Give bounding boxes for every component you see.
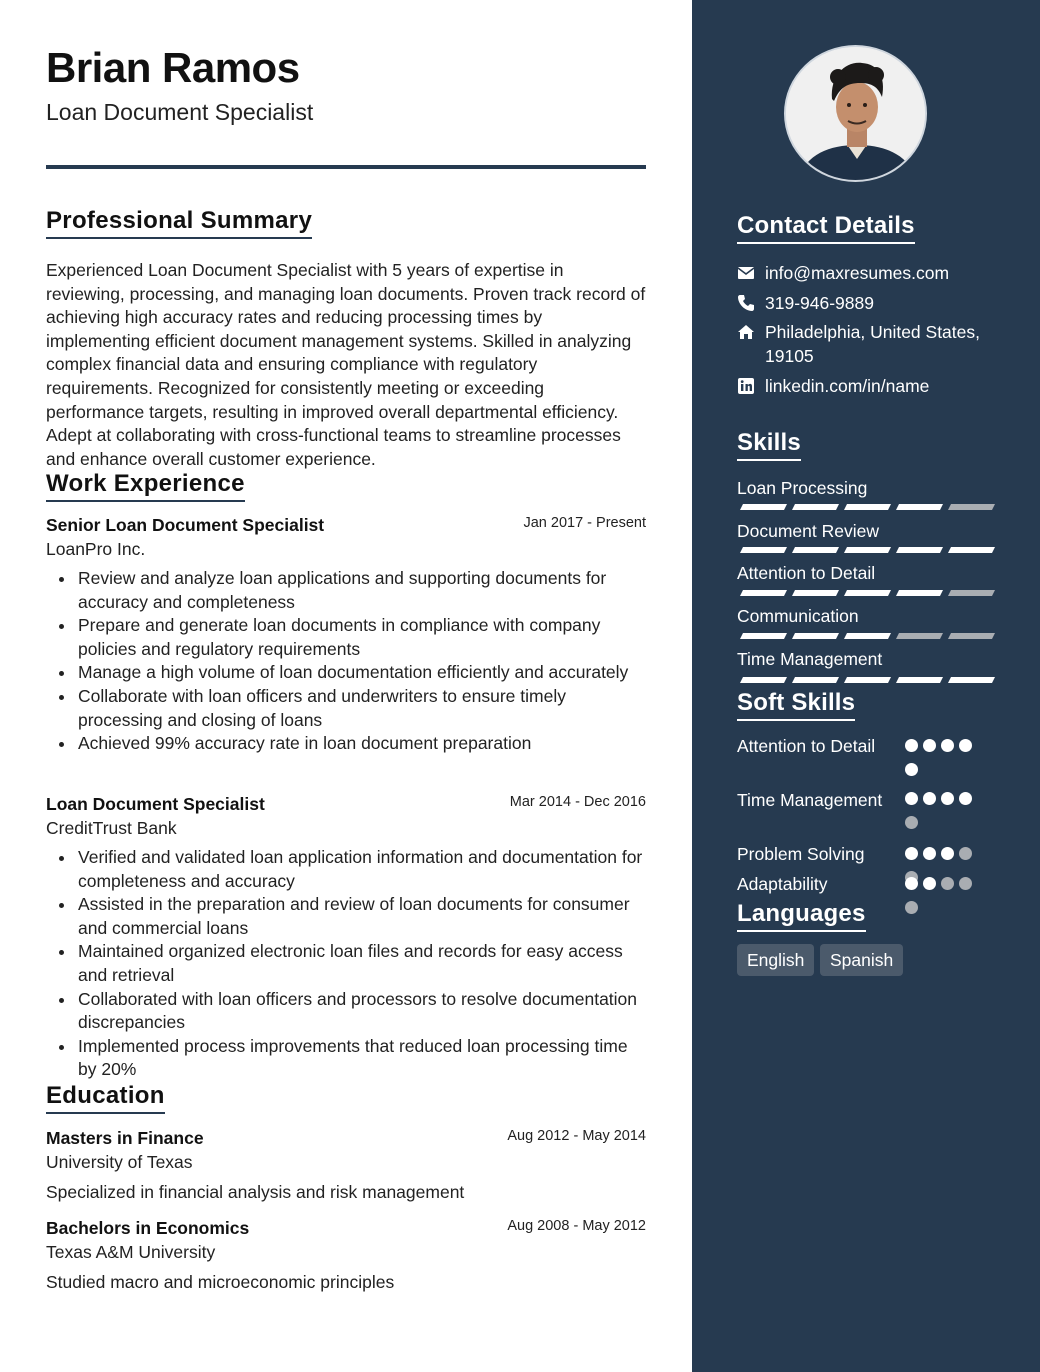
skill-segment xyxy=(792,677,839,683)
soft-skill-dot xyxy=(905,816,918,829)
soft-skill-name: Attention to Detail xyxy=(737,736,876,756)
skill-segment xyxy=(948,590,995,596)
soft-skill-dot xyxy=(959,739,972,752)
skill-level-bar xyxy=(737,503,995,512)
language-chip: English xyxy=(737,944,814,976)
linkedin-icon xyxy=(737,377,755,395)
soft-skill-dot xyxy=(905,739,918,752)
soft-skill-dot xyxy=(905,792,918,805)
skill-segment xyxy=(844,547,891,553)
skill-segment xyxy=(896,547,943,553)
skill-segment xyxy=(896,504,943,510)
envelope-icon xyxy=(737,264,755,282)
profile-photo xyxy=(784,45,927,182)
skill-name: Loan Processing xyxy=(737,478,868,498)
section-title-experience: Work Experience xyxy=(46,470,245,502)
phone-text: 319-946-9889 xyxy=(765,293,874,313)
skill-segment xyxy=(844,590,891,596)
section-title-soft-skills: Soft Skills xyxy=(737,689,855,721)
section-title-education: Education xyxy=(46,1082,165,1114)
sidebar xyxy=(692,0,1040,1372)
school-2: Texas A&M University xyxy=(46,1242,216,1262)
home-icon xyxy=(737,323,755,341)
skill-segment xyxy=(844,504,891,510)
list-item: Maintained organized electronic loan files and records for easy access and retrieval xyxy=(46,940,646,987)
list-item: Implemented process improvements that reduced loan processing time by 20% xyxy=(46,1035,646,1082)
soft-skill-dot xyxy=(959,792,972,805)
skill-segment xyxy=(844,633,891,639)
job-bullets-2 xyxy=(46,846,646,1082)
list-item: Assisted in the preparation and review of loan documents for consumer and commercial loans xyxy=(46,893,646,940)
skill-level-bar xyxy=(737,589,995,598)
job-company-2: CreditTrust Bank xyxy=(46,818,177,838)
soft-skill-dot xyxy=(923,739,936,752)
avatar-icon xyxy=(786,47,927,182)
skill-level-bar xyxy=(737,546,995,555)
skill-segment xyxy=(896,590,943,596)
skill-segment xyxy=(896,677,943,683)
skill-segment xyxy=(896,633,943,639)
skill-segment xyxy=(740,633,787,639)
edu-dates-2: Aug 2008 - May 2012 xyxy=(507,1218,646,1234)
edu-description-2: Studied macro and microeconomic principles xyxy=(46,1272,395,1292)
skill-name: Communication xyxy=(737,606,859,626)
soft-skill-dot xyxy=(923,877,936,890)
job-company-1: LoanPro Inc. xyxy=(46,539,146,559)
summary-text: Experienced Loan Document Specialist with 5 years of expertise in reviewing, processing, and managing loan documents. Proven track record of achieving high accuracy rates and reducing processing times by implementing efficient document management systems. Skilled in analyzing complex financial data and ensuring compliance with regulatory requirements. Recognized for consistently meeting or exceeding performance targets, resulting in improved overall departmental efficiency. Adept at collaborating with cross-functional teams to streamline processes and enhance overall customer experience. xyxy=(46,260,646,469)
skill-segment xyxy=(740,547,787,553)
soft-skill-dot xyxy=(941,877,954,890)
skill-segment xyxy=(948,547,995,553)
edu-dates-1: Aug 2012 - May 2014 xyxy=(507,1128,646,1144)
list-item: Collaborate with loan officers and underwriters to ensure timely processing and closing of loans xyxy=(46,685,646,732)
contact-location xyxy=(737,321,1027,368)
list-item: Verified and validated loan application information and documentation for completeness and accuracy xyxy=(46,846,646,893)
soft-skill-name: Adaptability xyxy=(737,874,828,894)
linkedin-text: linkedin.com/in/name xyxy=(765,376,930,396)
degree-2: Bachelors in Economics xyxy=(46,1218,250,1238)
location-text: Philadelphia, United States, 19105 xyxy=(765,322,980,366)
skill-name: Document Review xyxy=(737,521,879,541)
section-title-contact: Contact Details xyxy=(737,212,915,244)
soft-skill-name: Time Management xyxy=(737,790,883,810)
education-entry xyxy=(46,1128,646,1204)
soft-skill-dot xyxy=(923,792,936,805)
soft-skill-dot xyxy=(905,847,918,860)
job-dates-2: Mar 2014 - Dec 2016 xyxy=(509,794,646,810)
soft-skill-dot xyxy=(941,847,954,860)
job-title-1: Senior Loan Document Specialist xyxy=(46,515,325,535)
header-divider xyxy=(46,165,646,169)
email-text: info@maxresumes.com xyxy=(765,263,950,283)
section-title-summary: Professional Summary xyxy=(46,207,312,239)
job-title: Loan Document Specialist xyxy=(46,99,314,125)
skill-segment xyxy=(740,504,787,510)
list-item: Collaborated with loan officers and processors to resolve documentation discrepancies xyxy=(46,988,646,1035)
edu-description-1: Specialized in financial analysis and risk management xyxy=(46,1182,465,1202)
list-item: Manage a high volume of loan documentation efficiently and accurately xyxy=(46,661,646,685)
skill-segment xyxy=(740,677,787,683)
soft-skill-dot xyxy=(941,792,954,805)
soft-skill-dot xyxy=(959,877,972,890)
list-item: Prepare and generate loan documents in compliance with company policies and regulatory requirements xyxy=(46,614,646,661)
language-chip: Spanish xyxy=(820,944,903,976)
skill-segment xyxy=(792,547,839,553)
soft-skill-dot xyxy=(905,877,918,890)
skill-segment xyxy=(740,590,787,596)
skill-segment xyxy=(844,677,891,683)
skill-segment xyxy=(948,677,995,683)
soft-skill-dot xyxy=(959,847,972,860)
education-entry xyxy=(46,1218,646,1294)
skill-name: Time Management xyxy=(737,649,883,669)
section-title-skills: Skills xyxy=(737,429,801,461)
contact-email[interactable] xyxy=(737,262,1027,286)
soft-skill-dot xyxy=(923,847,936,860)
skill-segment xyxy=(948,504,995,510)
job-entry xyxy=(46,794,646,1082)
skill-segment xyxy=(792,633,839,639)
job-title-2: Loan Document Specialist xyxy=(46,794,265,814)
job-dates-1: Jan 2017 - Present xyxy=(523,515,646,531)
skill-segment xyxy=(792,590,839,596)
candidate-name: Brian Ramos xyxy=(46,44,300,91)
soft-skill-name: Problem Solving xyxy=(737,844,865,864)
contact-linkedin[interactable] xyxy=(737,375,1027,399)
list-item: Review and analyze loan applications and supporting documents for accuracy and completeness xyxy=(46,567,646,614)
contact-phone[interactable] xyxy=(737,292,1027,316)
job-entry xyxy=(46,515,646,756)
degree-1: Masters in Finance xyxy=(46,1128,204,1148)
skill-level-bar xyxy=(737,632,995,641)
skill-segment xyxy=(792,504,839,510)
school-1: University of Texas xyxy=(46,1152,193,1172)
skill-level-bar xyxy=(737,676,995,685)
skill-segment xyxy=(948,633,995,639)
section-title-languages: Languages xyxy=(737,900,866,932)
soft-skill-dot xyxy=(905,901,918,914)
phone-icon xyxy=(737,294,755,312)
skill-name: Attention to Detail xyxy=(737,563,876,583)
soft-skill-dot xyxy=(905,763,918,776)
soft-skill-dot xyxy=(941,739,954,752)
job-bullets-1 xyxy=(46,567,646,756)
list-item: Achieved 99% accuracy rate in loan document preparation xyxy=(46,732,646,756)
